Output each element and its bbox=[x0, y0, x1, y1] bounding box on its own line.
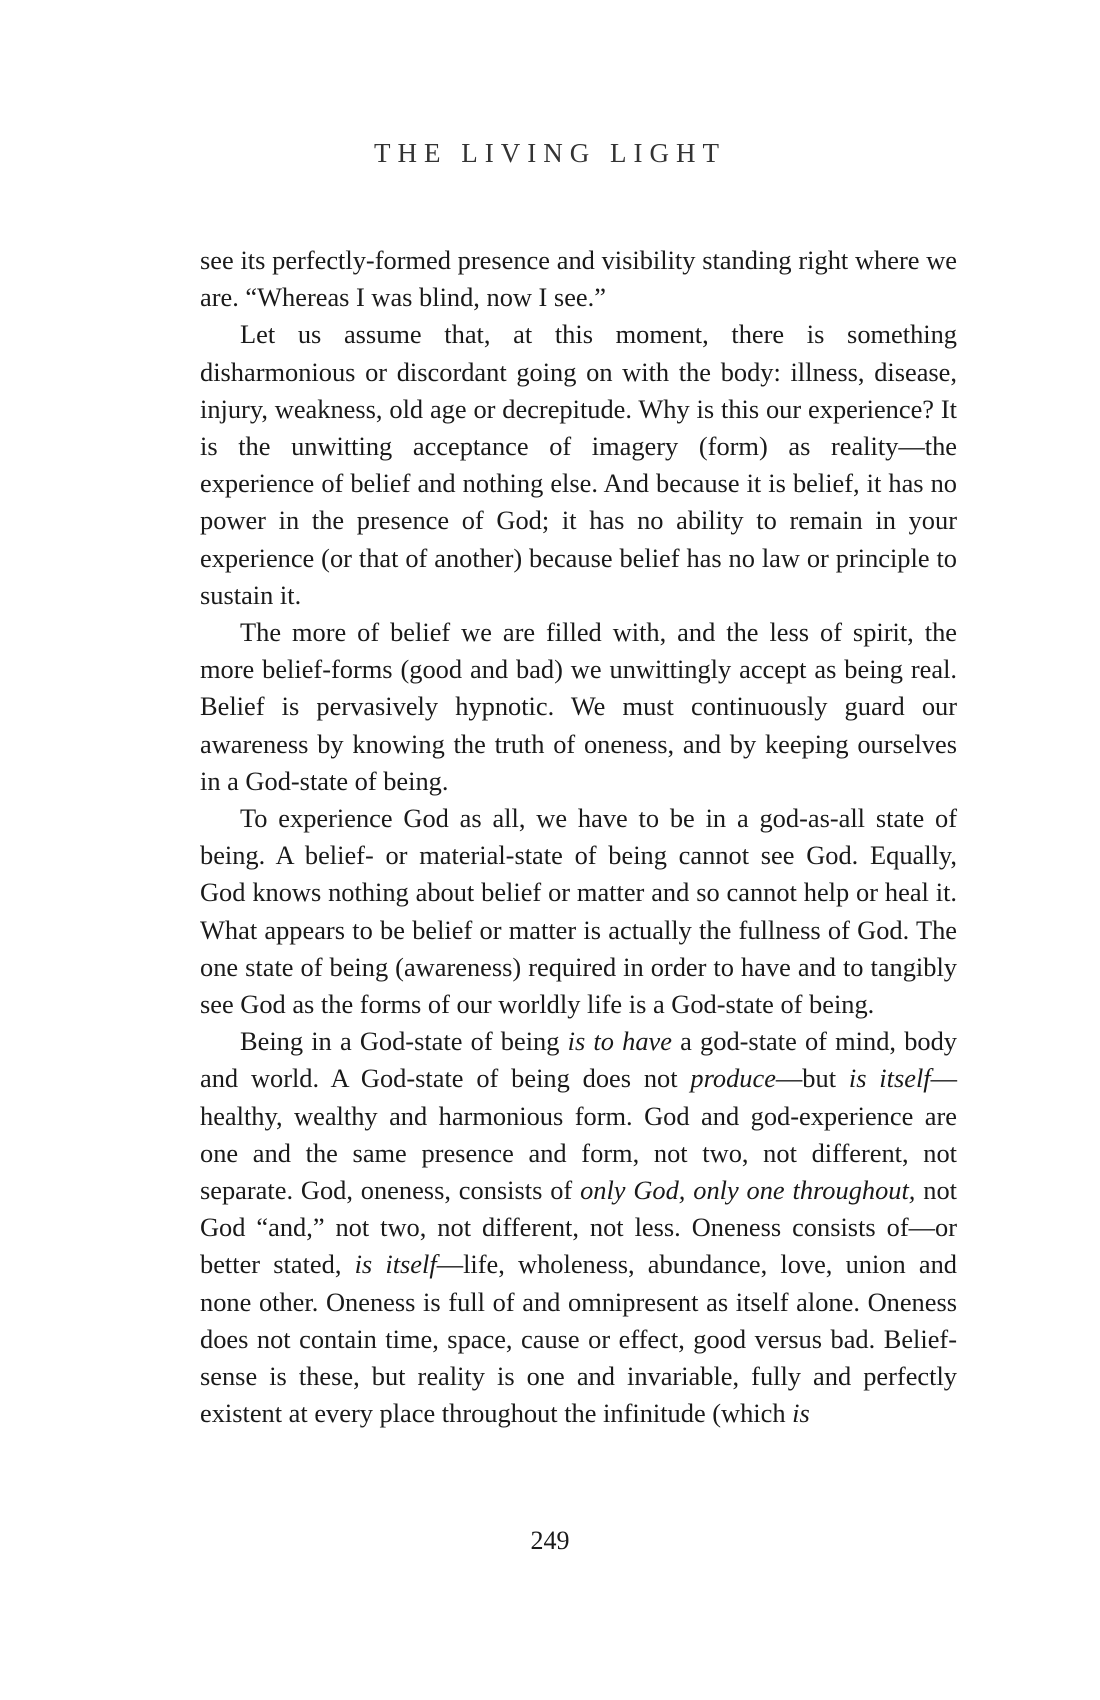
paragraph bbox=[200, 1023, 957, 1432]
text-run: Being in a God-state of being bbox=[240, 1026, 568, 1057]
italic-text: only God, only one throughout, bbox=[580, 1175, 916, 1206]
text-run: see its perfectly-formed presence and visibility standing right where we are. “Whereas I was blind, now I see.” bbox=[200, 245, 957, 313]
italic-text: is bbox=[792, 1398, 810, 1429]
italic-text: is itself bbox=[848, 1063, 931, 1094]
text-run: Let us assume that, at this moment, there is something disharmonious or discordant going on with the body: illness, disease, injury, weakness, old age or decrepitude. Why is this our experience? It is the unwitting acceptance of imagery (form) as reality—the experience of belief and nothing else. And because it is belief, it has no power in the presence of God; it has no ability to remain in your experience (or that of another) because belief has no law or principle to sustain it. bbox=[200, 319, 957, 610]
paragraph bbox=[200, 316, 957, 614]
body-text bbox=[200, 242, 957, 1433]
page-number: 249 bbox=[530, 1526, 570, 1555]
italic-text: produce bbox=[690, 1063, 776, 1094]
running-head: THE LIVING LIGHT bbox=[374, 138, 726, 168]
text-run: To experience God as all, we have to be in a god-as-all state of being. A belief- or material-state of being cannot see God. Equally, God knows nothing about belief or matter and so cannot help or heal it. What appears to be belief or matter is actually the fullness of God. The one state of being (awareness) required in order to have and to tangibly see God as the forms of our worldly life is a God-state of being. bbox=[200, 803, 957, 1020]
italic-text: is itself bbox=[354, 1249, 437, 1280]
text-run: —healthy, wealthy and harmonious form. God and god-experience are one and the same presence and form, not two, not different, not separate. God, oneness, consists of bbox=[200, 1063, 957, 1206]
text-run: a god-state of mind, body and world. A God-state of being does not bbox=[200, 1026, 957, 1094]
paragraph bbox=[200, 800, 957, 1023]
text-run: not God “and,” not two, not different, not less. Oneness consists of—or better stated, bbox=[200, 1175, 957, 1280]
italic-text: is to have bbox=[567, 1026, 672, 1057]
paragraph bbox=[200, 614, 957, 800]
text-run: The more of belief we are filled with, and the less of spirit, the more belief-forms (good and bad) we unwittingly accept as being real. Belief is pervasively hypnotic. We must continuously guard our awareness by knowing the truth of oneness, and by keeping ourselves in a God-state of being. bbox=[200, 617, 957, 796]
continued-paragraph bbox=[200, 242, 957, 316]
text-run: —but bbox=[775, 1063, 849, 1094]
text-run: —life, wholeness, abundance, love, union and none other. Oneness is full of and omnipresent as itself alone. Oneness does not contain time, space, cause or effect, good versus bad. Belief-sense is these, but reality is one and invariable, fully and perfectly existent at every place throughout the infinitude (which bbox=[200, 1249, 957, 1429]
